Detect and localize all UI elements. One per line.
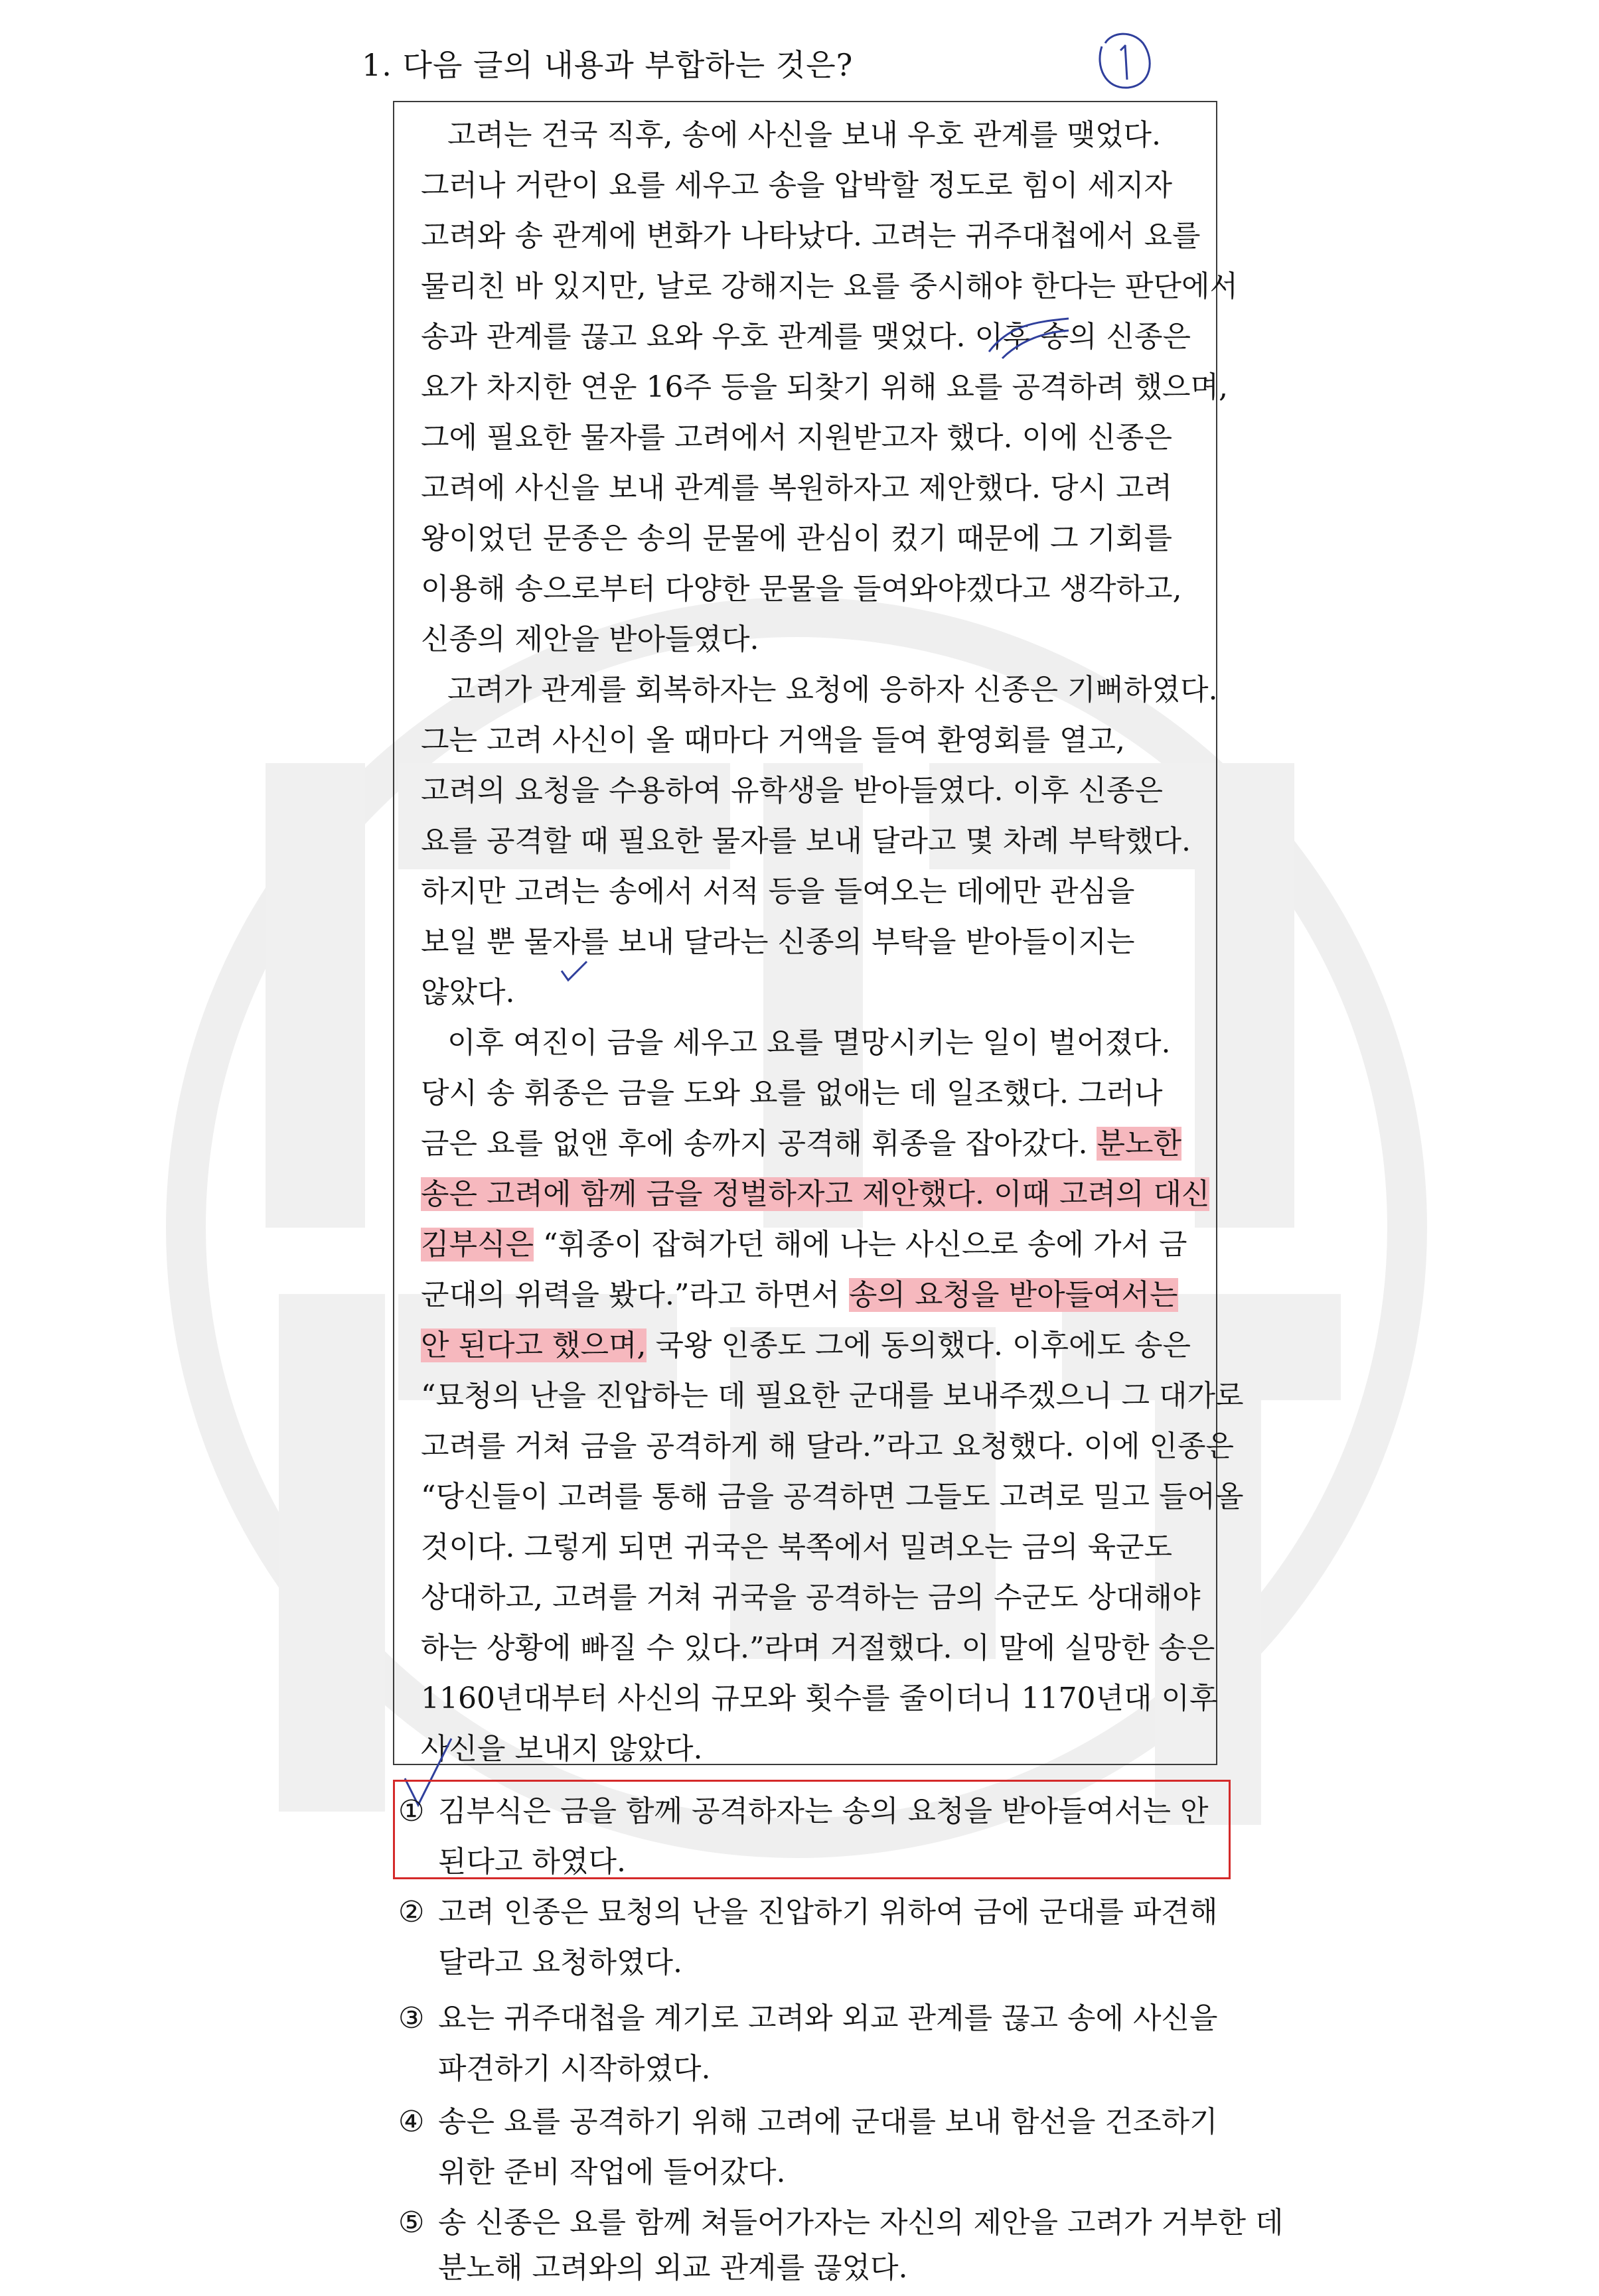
passage-line: 왕이었던 문종은 송의 문물에 관심이 컸기 때문에 그 기회를 (421, 522, 1172, 555)
passage-line: 않았다. (421, 975, 515, 1009)
passage-line: 하는 상황에 빠질 수 있다.”라며 거절했다. 이 말에 실망한 송은 (421, 1631, 1215, 1665)
passage-line: 요를 공격할 때 필요한 물자를 보내 달라고 몇 차례 부탁했다. (421, 824, 1191, 858)
option-2-text[interactable]: 고려 인종은 묘청의 난을 진압하기 위하여 금에 군대를 파견해 (438, 1895, 1218, 1929)
highlighted-text: 김부식은 (421, 1228, 534, 1261)
passage-line: 그러나 거란이 요를 세우고 송을 압박할 정도로 힘이 세지자 (421, 169, 1172, 202)
option-3-text[interactable]: 파견하기 시작하였다. (438, 2052, 711, 2086)
option-5-text[interactable]: 송 신종은 요를 함께 쳐들어가자는 자신의 제안을 고려가 거부한 데 (438, 2206, 1284, 2240)
passage-line: 고려를 거쳐 금을 공격하게 해 달라.”라고 요청했다. 이에 인종은 (421, 1429, 1234, 1463)
option-2-text[interactable]: 달라고 요청하였다. (438, 1946, 683, 1979)
passage-line: “당신들이 고려를 통해 금을 공격하면 그들도 고려로 밀고 들어올 (421, 1480, 1244, 1514)
passage-text: 국왕 인종도 그에 동의했다. 이후에도 송은 (646, 1328, 1191, 1362)
passage-line (421, 1220, 1191, 1270)
passage-line: 이후 여진이 금을 세우고 요를 멸망시키는 일이 벌어졌다. (447, 1026, 1171, 1060)
passage-line: 당시 송 휘종은 금을 도와 요를 없애는 데 일조했다. 그러나 (421, 1076, 1163, 1110)
passage-line: 보일 뿐 물자를 보내 달라는 신종의 부탁을 받아들이지는 (421, 925, 1135, 959)
passage-line (421, 1321, 1191, 1371)
passage-line: 고려의 요청을 수용하여 유학생을 받아들였다. 이후 신종은 (421, 774, 1163, 808)
highlighted-text: 송의 요청을 받아들여서는 (848, 1278, 1178, 1312)
option-1-text[interactable]: 김부식은 금을 함께 공격하자는 송의 요청을 받아들여서는 안 (438, 1794, 1209, 1828)
passage-line: 사신을 보내지 않았다. (421, 1732, 703, 1766)
passage-line (421, 1169, 1210, 1220)
option-number[interactable]: ② (398, 1895, 425, 1929)
option-1-text[interactable]: 된다고 하였다. (438, 1845, 626, 1879)
passage-line: 요가 차지한 연운 16주 등을 되찾기 위해 요를 공격하려 했으며, (421, 370, 1228, 404)
option-number[interactable]: ③ (398, 2001, 425, 2035)
option-number[interactable]: ④ (398, 2105, 425, 2139)
pen-stroke-mark (982, 312, 1075, 365)
passage-line: 1160년대부터 사신의 규모와 횟수를 줄이더니 1170년대 이후 (421, 1682, 1218, 1715)
passage-line: 고려가 관계를 회복하자는 요청에 응하자 신종은 기뻐하였다. (447, 673, 1218, 707)
option-number[interactable]: ① (398, 1794, 425, 1828)
passage-line: 신종의 제안을 받아들였다. (421, 622, 759, 656)
passage-text: “휘종이 잡혀가던 해에 나는 사신으로 송에 가서 금 (534, 1228, 1187, 1261)
passage-line: 고려에 사신을 보내 관계를 복원하자고 제안했다. 당시 고려 (421, 471, 1172, 505)
option-4-text[interactable]: 송은 요를 공격하기 위해 고려에 군대를 보내 함선을 건조하기 (438, 2105, 1218, 2139)
option-3-text[interactable]: 요는 귀주대첩을 계기로 고려와 외교 관계를 끊고 송에 사신을 (438, 2001, 1218, 2035)
passage-line: 그에 필요한 물자를 고려에서 지원받고자 했다. 이에 신종은 (421, 421, 1172, 455)
check-mark-icon (558, 959, 591, 985)
handwritten-answer-mark (1089, 27, 1162, 100)
passage-line: 하지만 고려는 송에서 서적 등을 들여오는 데에만 관심을 (421, 875, 1135, 908)
highlighted-text: 송은 고려에 함께 금을 정벌하자고 제안했다. 이때 고려의 대신 (421, 1177, 1210, 1211)
option-4-text[interactable]: 위한 준비 작업에 들어갔다. (438, 2155, 786, 2189)
option-5-text[interactable]: 분노해 고려와의 외교 관계를 끊었다. (438, 2251, 908, 2285)
passage-line (421, 1270, 1191, 1321)
passage-line: 송과 관계를 끊고 요와 우호 관계를 맺었다. 이후 송의 신종은 (421, 320, 1191, 354)
highlighted-text: 안 된다고 했으며, (421, 1328, 647, 1362)
passage-text: 군대의 위력을 봤다.”라고 하면서 (421, 1278, 849, 1312)
passage-line: 것이다. 그렇게 되면 귀국은 북쪽에서 밀려오는 금의 육군도 (421, 1530, 1172, 1564)
passage-line: 그는 고려 사신이 올 때마다 거액을 들여 환영회를 열고, (421, 723, 1125, 757)
passage-line: 이용해 송으로부터 다양한 문물을 들여와야겠다고 생각하고, (421, 572, 1182, 606)
passage-line (421, 1119, 1191, 1169)
passage-line: 물리친 바 있지만, 날로 강해지는 요를 중시해야 한다는 판단에서 (421, 269, 1238, 303)
passage-line: 고려는 건국 직후, 송에 사신을 보내 우호 관계를 맺었다. (447, 118, 1161, 152)
question-title: 1. 다음 글의 내용과 부합하는 것은? (362, 47, 854, 83)
passage-line: “묘청의 난을 진압하는 데 필요한 군대를 보내주겠으니 그 대가로 (421, 1379, 1244, 1413)
passage-line: 고려와 송 관계에 변화가 나타났다. 고려는 귀주대첩에서 요를 (421, 219, 1201, 253)
passage-line: 상대하고, 고려를 거쳐 귀국을 공격하는 금의 수군도 상대해야 (421, 1581, 1201, 1614)
highlighted-text: 분노한 (1097, 1127, 1181, 1161)
passage-text: 금은 요를 없앤 후에 송까지 공격해 휘종을 잡아갔다. (421, 1127, 1097, 1161)
passage-box (393, 101, 1244, 1766)
option-number[interactable]: ⑤ (398, 2206, 425, 2240)
